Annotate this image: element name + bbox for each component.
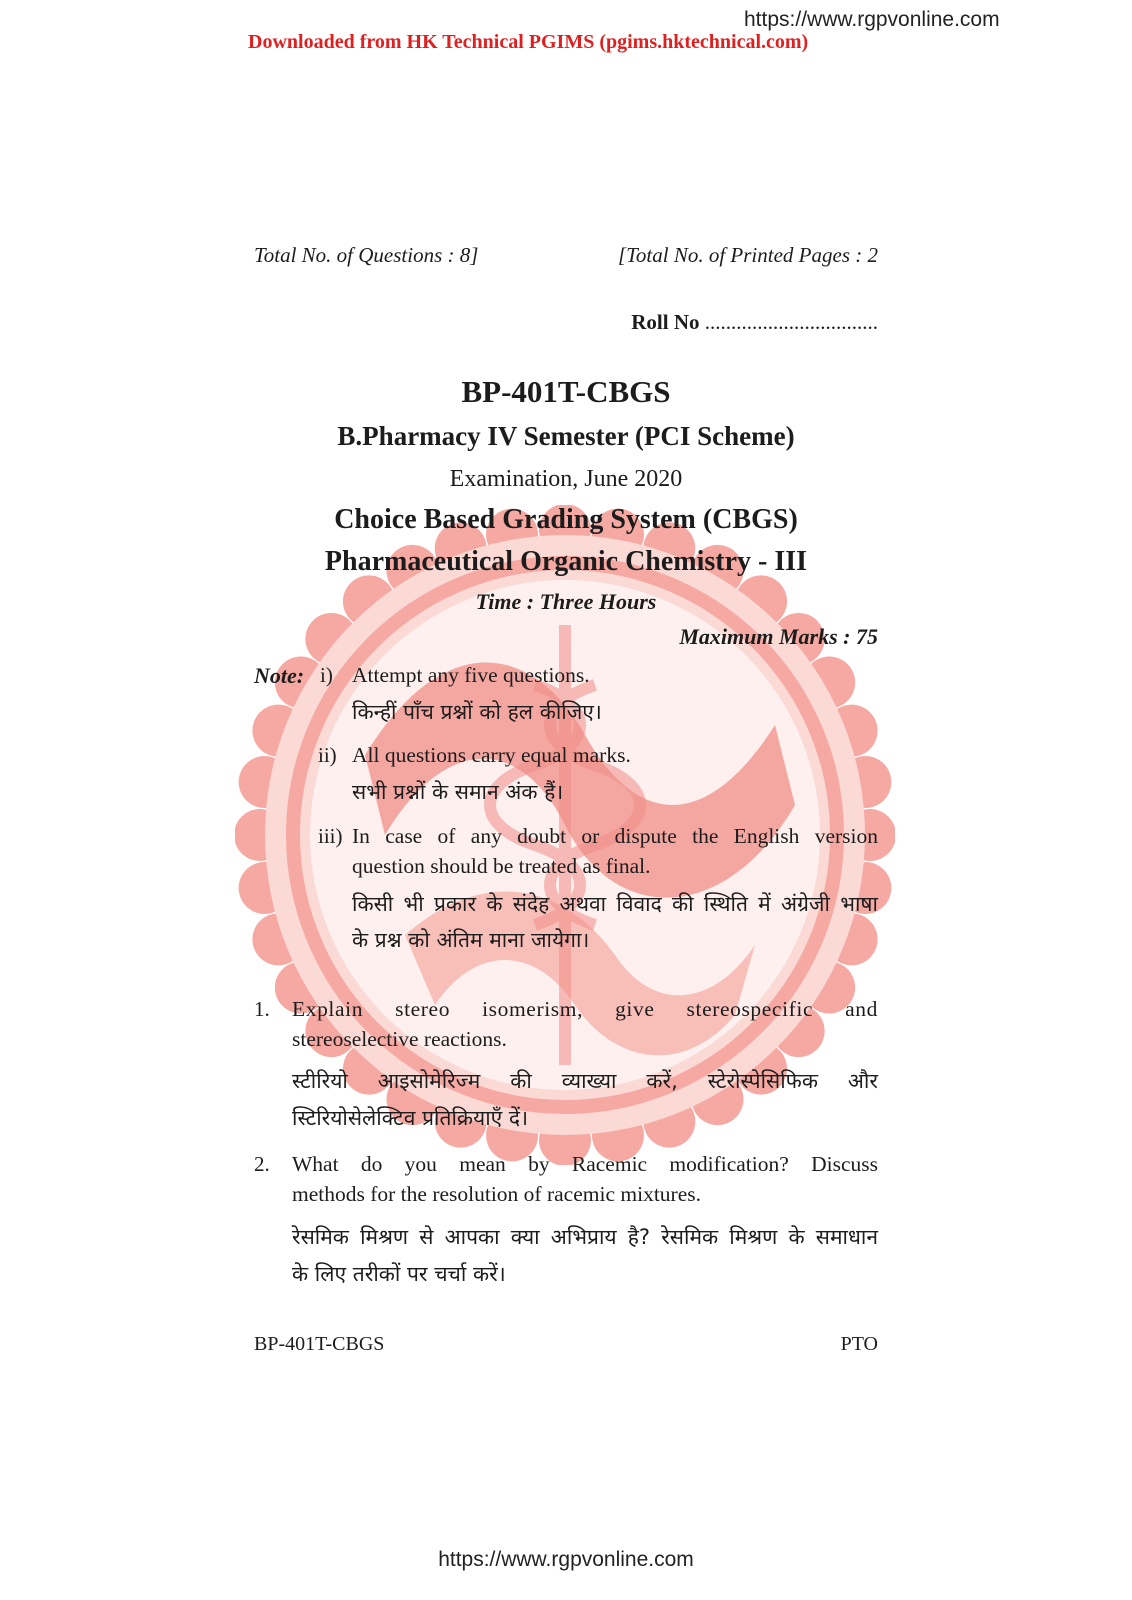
question-text-en: What do you mean by Racemic modification? Discuss xyxy=(292,1152,878,1176)
subject-title: Pharmaceutical Organic Chemistry - III xyxy=(324,546,808,577)
note-number: ii) xyxy=(318,743,337,767)
question-text-hi: के लिए तरीकों पर चर्चा करें। xyxy=(292,1262,506,1286)
note-text-en: question should be treated as final. xyxy=(352,854,651,878)
note-number: i) xyxy=(320,663,333,687)
grading-system: Choice Based Grading System (CBGS) xyxy=(334,504,798,535)
question-text-hi: रेसमिक मिश्रण से आपका क्या अभिप्राय है? रेसमिक मिश्रण के समाधान xyxy=(292,1225,878,1249)
note-text-en: Attempt any five questions. xyxy=(352,663,590,687)
question-text-en: stereoselective reactions. xyxy=(292,1027,507,1051)
total-questions: Total No. of Questions : 8] xyxy=(254,243,479,267)
roll-no-label: Roll No xyxy=(631,310,700,334)
maximum-marks: Maximum Marks : 75 xyxy=(679,624,878,649)
note-text-hi: किसी भी प्रकार के संदेह अथवा विवाद की स्थिति में अंग्रेजी भाषा xyxy=(352,892,878,916)
course-title: B.Pharmacy IV Semester (PCI Scheme) xyxy=(337,421,795,451)
roll-no-field xyxy=(631,310,878,335)
paper-code: BP-401T-CBGS xyxy=(461,374,671,409)
total-printed-pages: [Total No. of Printed Pages : 2 xyxy=(618,243,878,267)
exam-session: Examination, June 2020 xyxy=(449,466,683,492)
exam-duration: Time : Three Hours xyxy=(475,589,657,614)
question-number: 2. xyxy=(254,1152,270,1176)
note-text-hi: सभी प्रश्नों के समान अंक हैं। xyxy=(352,780,564,804)
note-text-en: All questions carry equal marks. xyxy=(352,743,631,767)
note-text-hi: के प्रश्न को अंतिम माना जायेगा। xyxy=(352,928,590,952)
question-text-en: Explain stereo isomerism, give stereospecific and xyxy=(292,997,878,1021)
site-url-top[interactable]: https://www.rgpvonline.com xyxy=(744,8,1000,31)
question-text-hi: स्टीरियो आइसोमेरिज्म की व्याख्या करें, स्टेरोस्पेसिफिक और xyxy=(292,1069,878,1093)
question-text-hi: स्टिरियोसेलेक्टिव प्रतिक्रियाएँ दें। xyxy=(292,1106,529,1130)
note-text-en: In case of any doubt or dispute the English version xyxy=(352,824,878,848)
note-number: iii) xyxy=(318,824,343,848)
footer-paper-code: BP-401T-CBGS xyxy=(254,1333,385,1355)
site-url-bottom[interactable]: https://www.rgpvonline.com xyxy=(438,1548,694,1571)
download-banner[interactable]: Downloaded from HK Technical PGIMS (pgims.hktechnical.com) xyxy=(248,31,809,53)
question-text-en: methods for the resolution of racemic mixtures. xyxy=(292,1182,701,1206)
note-label: Note: xyxy=(254,663,305,688)
question-number: 1. xyxy=(254,997,270,1021)
note-text-hi: किन्हीं पाँच प्रश्नों को हल कीजिए। xyxy=(352,700,602,724)
roll-no-blank: ................................. xyxy=(699,310,878,334)
footer-pto: PTO xyxy=(840,1333,878,1355)
